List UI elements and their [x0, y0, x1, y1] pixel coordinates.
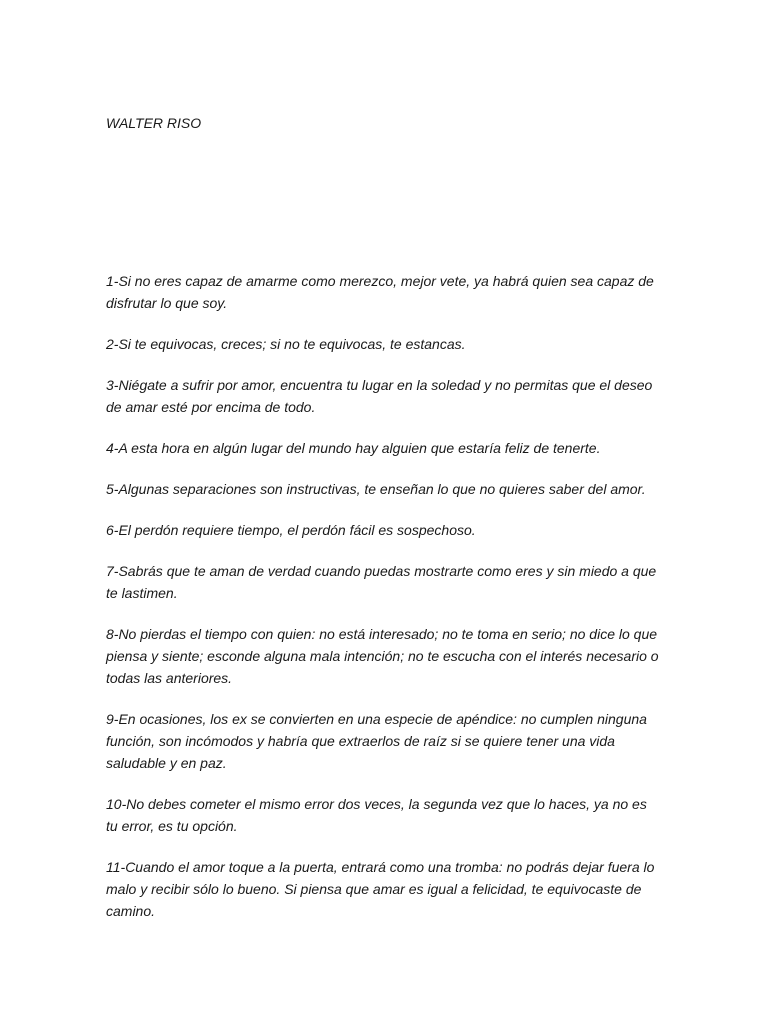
quote-item: 1-Si no eres capaz de amarme como merezco, mejor vete, ya habrá quien sea capaz de disfrutar lo que soy. [106, 273, 654, 311]
author-heading: WALTER RISO [106, 115, 202, 131]
quote-item: 7-Sabrás que te aman de verdad cuando puedas mostrarte como eres y sin miedo a que te lastimen. [106, 563, 657, 601]
quote-item: 5-Algunas separaciones son instructivas, te enseñan lo que no quieres saber del amor. [106, 481, 646, 497]
quote-item: 3-Niégate a sufrir por amor, encuentra tu lugar en la soledad y no permitas que el deseo de amar esté por encima de todo. [106, 377, 653, 415]
quote-item: 2-Si te equivocas, creces; si no te equivocas, te estancas. [106, 336, 466, 352]
quote-item: 6-El perdón requiere tiempo, el perdón fácil es sospechoso. [106, 522, 476, 538]
quote-item: 10-No debes cometer el mismo error dos veces, la segunda vez que lo haces, ya no es tu error, es tu opción. [106, 796, 647, 834]
quote-item: 11-Cuando el amor toque a la puerta, entrará como una tromba: no podrás dejar fuera lo malo y recibir sólo lo bueno. Si piensa que amar es igual a felicidad, te equivocaste de camino. [106, 859, 655, 919]
quote-item: 9-En ocasiones, los ex se convierten en una especie de apéndice: no cumplen ninguna función, son incómodos y habría que extraerlos de raíz si se quiere tener una vida saludable y en paz. [106, 711, 647, 771]
quote-item: 8-No pierdas el tiempo con quien: no está interesado; no te toma en serio; no dice lo que piensa y siente; esconde alguna mala intención; no te escucha con el interés necesario o todas las anteriores. [106, 626, 659, 686]
quotes-list [106, 270, 662, 941]
quote-item: 4-A esta hora en algún lugar del mundo hay alguien que estaría feliz de tenerte. [106, 440, 601, 456]
